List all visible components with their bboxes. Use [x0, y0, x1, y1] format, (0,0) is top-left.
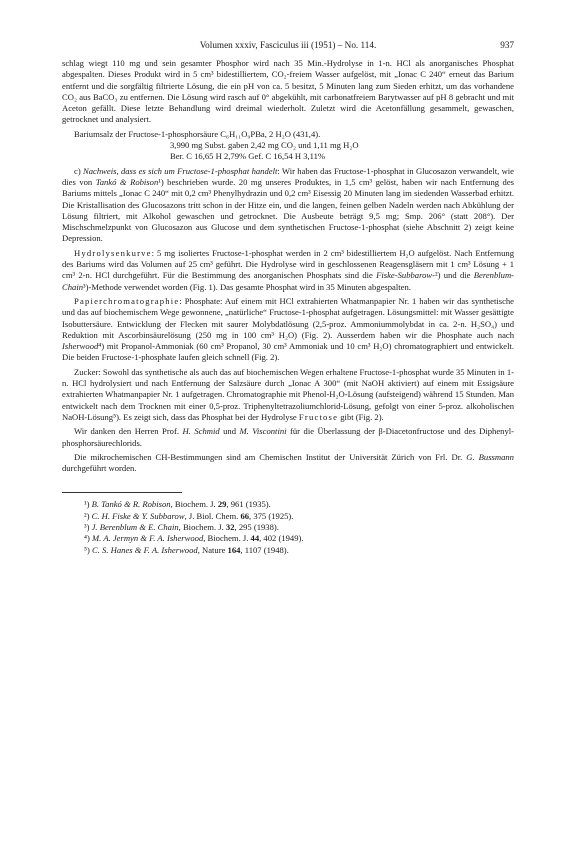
footnote [62, 533, 514, 544]
text-run: : Phosphate: Auf einem mit HCl extrahierten Whatmanpapier Nr. 1 haben wir das synthetische und das auf biochemischem Wege gewonnene, „natürliche“ Fructose-1-phosphat aufgetragen. Lösungsmittel: mit Wasser gesättigte Isobuttersäure. Entwicklung der Flecken mit saurer Molybdatlösung (2,5-proz. Ammoniummolybdat in ca. 2-n. H₂SO₄) und Reduktion mit Ascorbinsäurelösung (250 mg in 100 cm³ H₂O) (Fig. 2). Ausserdem haben wir die Phosphate auch nach [62, 295, 514, 340]
footnote-mark: ³) [84, 521, 90, 532]
footnote-journal: , J. Biol. Chem. [184, 510, 241, 521]
citation-authors: Isherwood [62, 341, 99, 352]
text-run: gibt (Fig. 2). [338, 411, 384, 422]
footnote-pages: , 961 (1935). [226, 499, 271, 510]
footnote-journal: , Nature [197, 544, 228, 555]
text-run: -²) und die [432, 270, 474, 281]
text-run: durchgeführt worden. [62, 463, 137, 474]
subsection-label: Hydrolysenkurve [74, 247, 152, 258]
text-run: und [219, 426, 240, 437]
citation-authors: Berenblum-Chain [62, 270, 515, 292]
text-run: Zucker: Sowohl das synthetische als auch das auf biochemischen Wegen erhaltene Fructose-1-phosphat wurde 35 Minuten in 1-n. HCl hydrolysiert und nach Entfernung der Salzsäure durch „Ionac A 300“ (mit NaOH aktiviert) auf einem mit Essigsäure extrahierten Whatmanpapier Nr. 1 aufgetragen. Chromatographie mit Phenol-H₂O-Lösung (aufsteigend) während 15 Stunden. Man entwickelt nach dem Trocknen mit einer 0,5-proz. Triphenyltetrazoliumchlorid-Lösung, gefolgt von einer 5-proz. alkoholischen NaOH-Lösung⁵). Es zeigt sich, dass das Phosphat bei der Hydrolyse [62, 366, 514, 422]
paragraph-paper-chromatography [62, 296, 514, 364]
footnote-volume: 29 [217, 499, 227, 510]
text-run: Die mikrochemischen CH-Bestimmungen sind am Chemischen Institut der Universität Zürich von Frl. Dr. [74, 451, 467, 462]
paragraph-hydrolysis-curve [62, 248, 514, 293]
footnote-volume: 32 [225, 521, 235, 532]
section-heading: Nachweis, dass es sich um Fructose-1-phosphat handelt [83, 165, 278, 176]
footnote-authors: B. Tankó & R. Robison [91, 499, 171, 510]
journal-page [62, 40, 514, 556]
footnote-authors: J. Berenblum & E. Chain [91, 521, 179, 532]
footnote-authors: C. H. Fiske & Y. Subbarow [91, 510, 185, 521]
footnote-mark: ¹) [84, 499, 90, 510]
footnote-mark: ⁴) [84, 533, 90, 544]
text-run: ¹) beschrieben wurde. 20 mg unseres Produktes, in 1,5 cm³ gelöst, haben wir nach Entfernung des Bariums mittels „Ionac C 240“ mit 0,2 cm³ Phenylhydrazin und 0,2 cm³ Eisessig 20 Minuten lang im siedenden Wasserbad erhitzt. Die Kristallisation des Glucosazons tritt schon in der Hitze ein, und die langen, feinen gelben Nadeln werden nach Abkühlung der Lösung filtriert, mit Alkohol gewaschen und getrocknet. Die Ausbeute beträgt 9,5 mg; Smp. 206° (statt 208°). Der Mischschmelzpunkt von Glucosazon aus Glucose und dem synthetischen Fructose-1-phosphat (siehe Abschnitt 2) zeigt keine Depression. [62, 176, 514, 244]
footnote [62, 511, 514, 522]
running-header [62, 40, 514, 52]
footnote-journal: , Biochem. J. [203, 533, 251, 544]
footnote-pages: , 402 (1949). [259, 533, 304, 544]
footnote-mark: ²) [84, 510, 90, 521]
footnote-pages: , 295 (1938). [234, 521, 279, 532]
text-run: : Wir haben das Fructose-1-phosphat in Glucosazon verwandelt, wie dies von [62, 165, 514, 187]
running-title: Volumen xxxiv, Fasciculus iii (1951) – No. 114. [199, 40, 377, 50]
footnote-pages: , 375 (1925). [249, 510, 294, 521]
footnote-volume: 44 [250, 533, 260, 544]
footnote-divider [62, 492, 182, 493]
footnote-volume: 66 [240, 510, 250, 521]
citation-authors: Tankó & Robison [95, 176, 159, 187]
person-name: G. Bussmann [466, 451, 514, 462]
analysis-weighing: 3,990 mg Subst. gaben 2,42 mg CO₂ und 1,11 mg H₂O [170, 140, 359, 151]
footnote-journal: , Biochem. J. [178, 521, 226, 532]
footnote [62, 522, 514, 533]
text-run: ³)-Methode verwendet worden (Fig. 1). Das gesamte Phosphat wird in 35 Minuten abgespalten. [83, 281, 411, 292]
footnote-authors: M. A. Jermyn & F. A. Isherwood [92, 533, 204, 544]
text-run: : 5 mg isoliertes Fructose-1-phosphat werden in 2 cm³ bidestilliertem H₂O aufgelöst. Nach Entfernung des Bariums wird das Volumen auf 25 cm³ geführt. Die Hydrolyse wird in geschlossenen Reagensgläsern mit 1 cm³ Lösung + 1 cm³ 2-n. HCl durchgeführt. Für die Bestimmung des anorganischen Phosphats sind die [62, 247, 514, 281]
footnote [62, 545, 514, 556]
paragraph-proof-fructose-1-phosphate [62, 166, 514, 245]
footnote-journal: , Biochem. J. [170, 499, 218, 510]
paragraph-sugar [62, 367, 514, 423]
analysis-title: Bariumsalz der Fructose-1-phosphorsäure C₆H₁₁O₉PBa, 2 H₂O (431,4). [74, 128, 321, 139]
citation-authors: Fiske-Subbarow [376, 270, 433, 281]
footnote-volume: 164 [227, 544, 241, 555]
text-run: Wir danken den Herren Prof. [74, 426, 183, 437]
footnote-pages: , 1107 (1948). [240, 544, 289, 555]
text-run: für die Überlassung der β-Diacetonfructose und des Diphenyl-phosphorsäurechlorids. [62, 426, 515, 448]
person-name: H. Schmid [182, 426, 220, 437]
text-run: ⁴) mit Propanol-Ammoniak (60 cm³ Propanol, 30 cm³ Ammoniak und 10 cm³ H₂O) chromatographiert und entwickelt. Die beiden Fructose-1-phosphate laufen gleich schnell (Fig. 2). [62, 341, 514, 363]
page-number: 937 [500, 40, 514, 50]
section-label: c) [74, 165, 84, 176]
subsection-label: Papierchromatographie [74, 295, 180, 306]
person-name: M. Viscontini [239, 426, 287, 437]
analysis-result: Ber. C 16,65 H 2,79% Gef. C 16,54 H 3,11% [170, 151, 326, 162]
footnote [62, 499, 514, 510]
paragraph-acknowledgement [62, 426, 514, 449]
paragraph-barium-salt-prep: schlag wiegt 110 mg und sein gesamter Phosphor wird nach 35 Min.-Hydrolyse in 1-n. HCl als anorganisches Phosphat abgespalten. Dieses Produkt wird in 5 cm³ bidestilliertem, CO₂-freiem Wasser aufgelöst, mit „Ionac C 240“ erneut das Barium entfernt und die sorgfältig filtrierte Lösung, die ein pH von ca. 5 besitzt, 5 Minuten lang zum Sieden erhitzt, um das vorhandene CO₂ aus BaCO₃ zu entfernen. Die Lösung wird rasch auf 0° abgekühlt, mit carbonatfreiem Barytwasser auf pH 8 gebracht und mit Aceton gefällt. Diese letzte Behandlung wird dreimal wiederholt. Zuletzt wird die Acetonfällung gesammelt, gewaschen, getrocknet und analysiert. [62, 58, 514, 125]
footnotes [62, 499, 514, 555]
footnote-authors: C. S. Hanes & F. A. Isherwood [92, 544, 198, 555]
paragraph-microanalysis [62, 452, 514, 475]
footnote-mark: ⁵) [84, 544, 90, 555]
emphasized-word: Fructose [298, 411, 339, 422]
